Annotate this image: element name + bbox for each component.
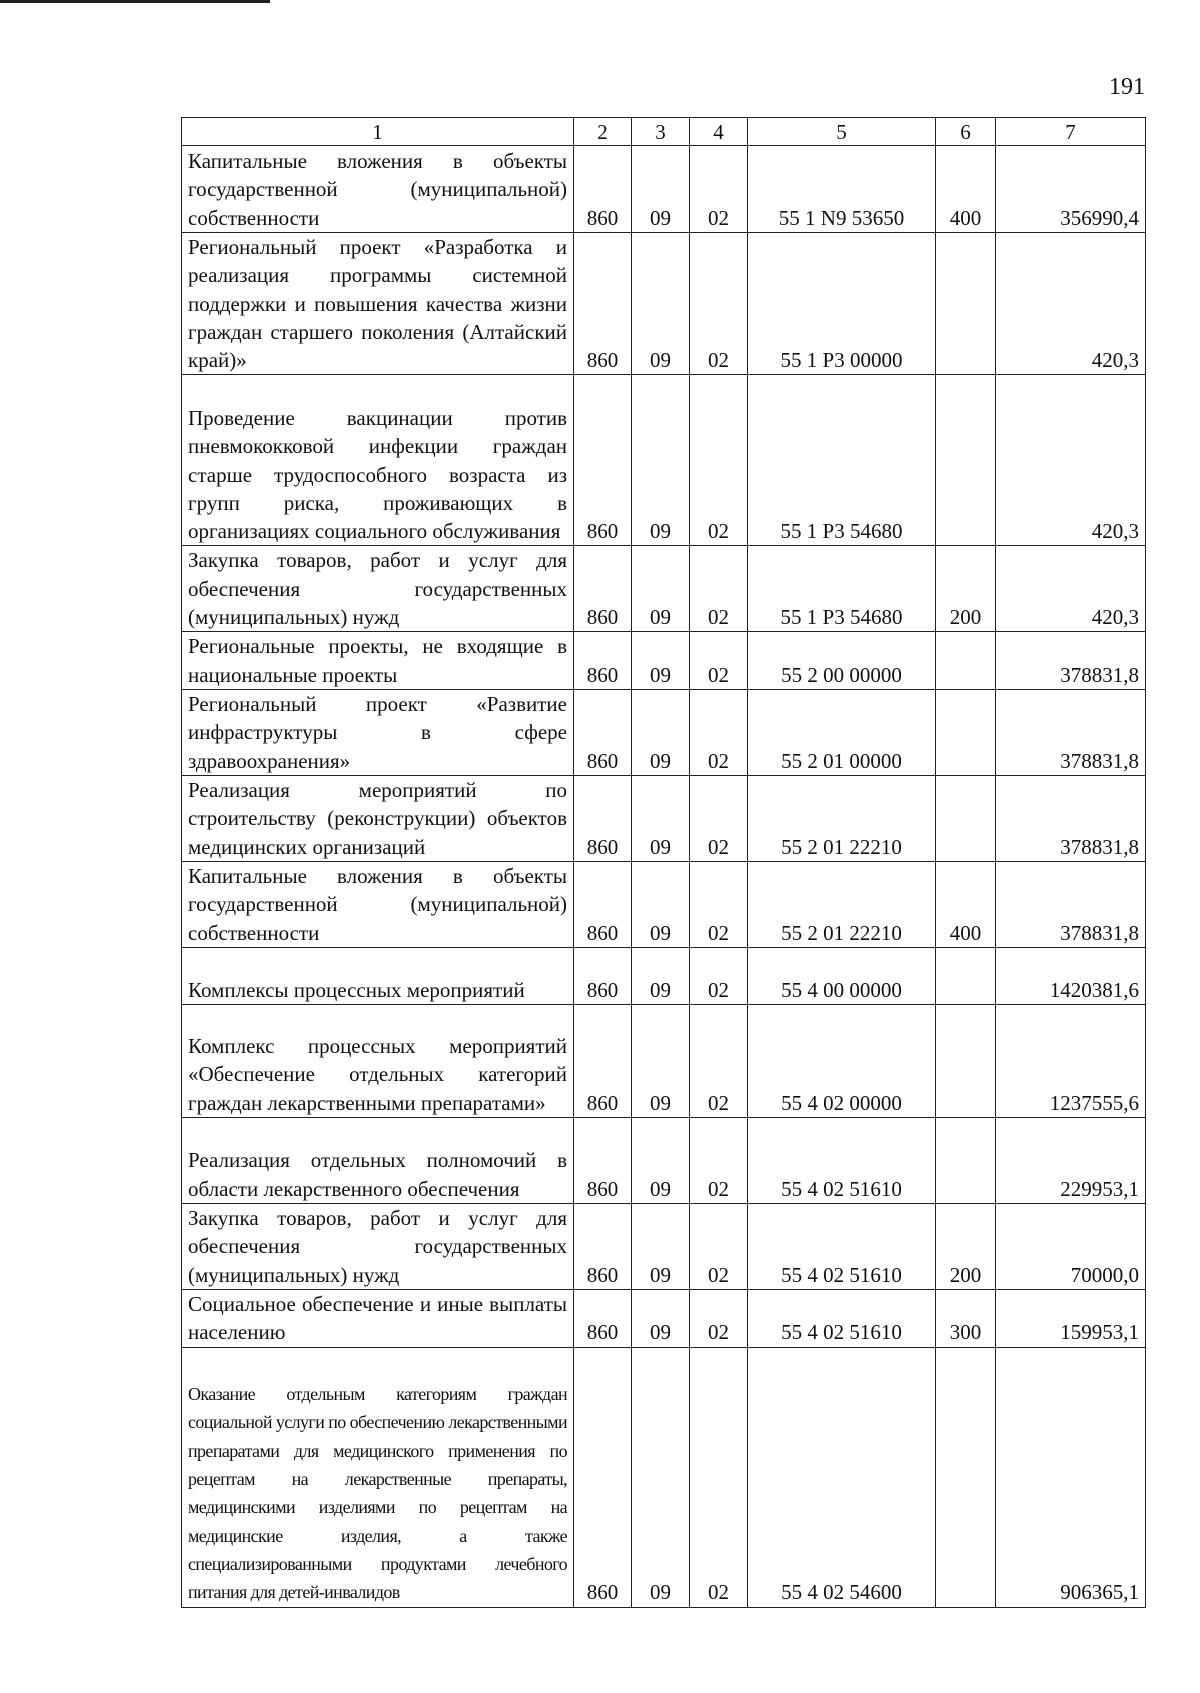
table-row bbox=[182, 1203, 1146, 1289]
target-article-code: 55 2 00 00000 bbox=[748, 632, 936, 690]
amount: 378831,8 bbox=[996, 689, 1146, 775]
item-name: Закупка товаров, работ и услуг для обеспечения государственных (муниципальных) нужд bbox=[182, 546, 574, 632]
table-row bbox=[182, 1004, 1146, 1117]
target-article-code: 55 4 02 54600 bbox=[748, 1347, 936, 1607]
amount: 420,3 bbox=[996, 375, 1146, 546]
item-name: Комплексы процессных мероприятий bbox=[182, 947, 574, 1004]
expense-type-code bbox=[936, 775, 996, 861]
subsection-code: 02 bbox=[690, 1347, 748, 1607]
item-name: Закупка товаров, работ и услуг для обеспечения государственных (муниципальных) нужд bbox=[182, 1203, 574, 1289]
subsection-code: 02 bbox=[690, 1117, 748, 1203]
section-code: 09 bbox=[632, 1347, 690, 1607]
ministry-code: 860 bbox=[574, 1347, 632, 1607]
subsection-code: 02 bbox=[690, 146, 748, 233]
page-number: 191 bbox=[1109, 74, 1145, 100]
target-article-code: 55 2 01 00000 bbox=[748, 689, 936, 775]
amount: 159953,1 bbox=[996, 1289, 1146, 1347]
table-row bbox=[182, 1289, 1146, 1347]
subsection-code: 02 bbox=[690, 632, 748, 690]
section-code: 09 bbox=[632, 1289, 690, 1347]
item-name: Капитальные вложения в объекты государственной (муниципальной) собственности bbox=[182, 146, 574, 233]
ministry-code: 860 bbox=[574, 632, 632, 690]
section-code: 09 bbox=[632, 861, 690, 947]
column-header: 7 bbox=[996, 118, 1146, 146]
target-article-code: 55 4 02 51610 bbox=[748, 1117, 936, 1203]
expense-type-code: 400 bbox=[936, 146, 996, 233]
expense-type-code bbox=[936, 375, 996, 546]
section-code: 09 bbox=[632, 947, 690, 1004]
subsection-code: 02 bbox=[690, 375, 748, 546]
column-header: 3 bbox=[632, 118, 690, 146]
item-name: Комплекс процессных мероприятий «Обеспечение отдельных категорий граждан лекарственными препаратами» bbox=[182, 1004, 574, 1117]
section-code: 09 bbox=[632, 546, 690, 632]
ministry-code: 860 bbox=[574, 1289, 632, 1347]
subsection-code: 02 bbox=[690, 1203, 748, 1289]
section-code: 09 bbox=[632, 1117, 690, 1203]
amount: 1420381,6 bbox=[996, 947, 1146, 1004]
amount: 378831,8 bbox=[996, 632, 1146, 690]
section-code: 09 bbox=[632, 775, 690, 861]
ministry-code: 860 bbox=[574, 375, 632, 546]
amount: 356990,4 bbox=[996, 146, 1146, 233]
amount: 229953,1 bbox=[996, 1117, 1146, 1203]
section-code: 09 bbox=[632, 689, 690, 775]
subsection-code: 02 bbox=[690, 1289, 748, 1347]
table-row bbox=[182, 1117, 1146, 1203]
table-row bbox=[182, 775, 1146, 861]
expense-type-code bbox=[936, 632, 996, 690]
section-code: 09 bbox=[632, 1004, 690, 1117]
item-name: Реализация мероприятий по строительству (реконструкции) объектов медицинских организаций bbox=[182, 775, 574, 861]
expense-type-code bbox=[936, 233, 996, 375]
table-row bbox=[182, 632, 1146, 690]
column-header: 2 bbox=[574, 118, 632, 146]
ministry-code: 860 bbox=[574, 1203, 632, 1289]
column-header: 1 bbox=[182, 118, 574, 146]
expense-type-code: 200 bbox=[936, 546, 996, 632]
item-name: Реализация отдельных полномочий в области лекарственного обеспечения bbox=[182, 1117, 574, 1203]
expense-type-code: 300 bbox=[936, 1289, 996, 1347]
scan-edge-mark bbox=[0, 0, 270, 3]
table-row bbox=[182, 947, 1146, 1004]
ministry-code: 860 bbox=[574, 1004, 632, 1117]
subsection-code: 02 bbox=[690, 947, 748, 1004]
item-name: Оказание отдельным категориям граждан социальной услуги по обеспечению лекарственными препаратами для медицинского применения по рецептам на лекарственные препараты, медицинскими изделиями по рецептам на медицинские изделия, а также специализированными продуктами лечебного питания для детей-инвалидов bbox=[182, 1347, 574, 1607]
section-code: 09 bbox=[632, 1203, 690, 1289]
ministry-code: 860 bbox=[574, 689, 632, 775]
ministry-code: 860 bbox=[574, 861, 632, 947]
table-header-row bbox=[182, 118, 1146, 146]
ministry-code: 860 bbox=[574, 947, 632, 1004]
section-code: 09 bbox=[632, 632, 690, 690]
expense-type-code: 400 bbox=[936, 861, 996, 947]
table-row bbox=[182, 1347, 1146, 1607]
subsection-code: 02 bbox=[690, 233, 748, 375]
amount: 420,3 bbox=[996, 233, 1146, 375]
target-article-code: 55 2 01 22210 bbox=[748, 775, 936, 861]
amount: 378831,8 bbox=[996, 861, 1146, 947]
section-code: 09 bbox=[632, 375, 690, 546]
item-name: Региональный проект «Развитие инфраструктуры в сфере здравоохранения» bbox=[182, 689, 574, 775]
table-row bbox=[182, 546, 1146, 632]
expense-type-code bbox=[936, 1347, 996, 1607]
subsection-code: 02 bbox=[690, 546, 748, 632]
item-name: Региональный проект «Разработка и реализация программы системной поддержки и повышения качества жизни граждан старшего поколения (Алтайский край)» bbox=[182, 233, 574, 375]
item-name: Социальное обеспечение и иные выплаты населению bbox=[182, 1289, 574, 1347]
amount: 70000,0 bbox=[996, 1203, 1146, 1289]
amount: 1237555,6 bbox=[996, 1004, 1146, 1117]
target-article-code: 55 4 00 00000 bbox=[748, 947, 936, 1004]
expense-type-code bbox=[936, 1117, 996, 1203]
item-name: Региональные проекты, не входящие в национальные проекты bbox=[182, 632, 574, 690]
target-article-code: 55 1 N9 53650 bbox=[748, 146, 936, 233]
expense-type-code: 200 bbox=[936, 1203, 996, 1289]
target-article-code: 55 4 02 00000 bbox=[748, 1004, 936, 1117]
ministry-code: 860 bbox=[574, 1117, 632, 1203]
table-row bbox=[182, 146, 1146, 233]
amount: 420,3 bbox=[996, 546, 1146, 632]
column-header: 5 bbox=[748, 118, 936, 146]
column-header: 4 bbox=[690, 118, 748, 146]
table-row bbox=[182, 233, 1146, 375]
budget-table bbox=[181, 117, 1146, 1608]
expense-type-code bbox=[936, 689, 996, 775]
expense-type-code bbox=[936, 947, 996, 1004]
table-row bbox=[182, 861, 1146, 947]
target-article-code: 55 4 02 51610 bbox=[748, 1289, 936, 1347]
item-name: Проведение вакцинации против пневмококковой инфекции граждан старше трудоспособного возраста из групп риска, проживающих в организациях социального обслуживания bbox=[182, 375, 574, 546]
amount: 378831,8 bbox=[996, 775, 1146, 861]
subsection-code: 02 bbox=[690, 1004, 748, 1117]
subsection-code: 02 bbox=[690, 689, 748, 775]
ministry-code: 860 bbox=[574, 146, 632, 233]
table-row bbox=[182, 375, 1146, 546]
column-header: 6 bbox=[936, 118, 996, 146]
ministry-code: 860 bbox=[574, 233, 632, 375]
ministry-code: 860 bbox=[574, 775, 632, 861]
section-code: 09 bbox=[632, 146, 690, 233]
subsection-code: 02 bbox=[690, 775, 748, 861]
target-article-code: 55 1 P3 54680 bbox=[748, 546, 936, 632]
target-article-code: 55 2 01 22210 bbox=[748, 861, 936, 947]
table-row bbox=[182, 689, 1146, 775]
section-code: 09 bbox=[632, 233, 690, 375]
target-article-code: 55 1 P3 54680 bbox=[748, 375, 936, 546]
amount: 906365,1 bbox=[996, 1347, 1146, 1607]
ministry-code: 860 bbox=[574, 546, 632, 632]
target-article-code: 55 1 P3 00000 bbox=[748, 233, 936, 375]
item-name: Капитальные вложения в объекты государственной (муниципальной) собственности bbox=[182, 861, 574, 947]
target-article-code: 55 4 02 51610 bbox=[748, 1203, 936, 1289]
expense-type-code bbox=[936, 1004, 996, 1117]
subsection-code: 02 bbox=[690, 861, 748, 947]
